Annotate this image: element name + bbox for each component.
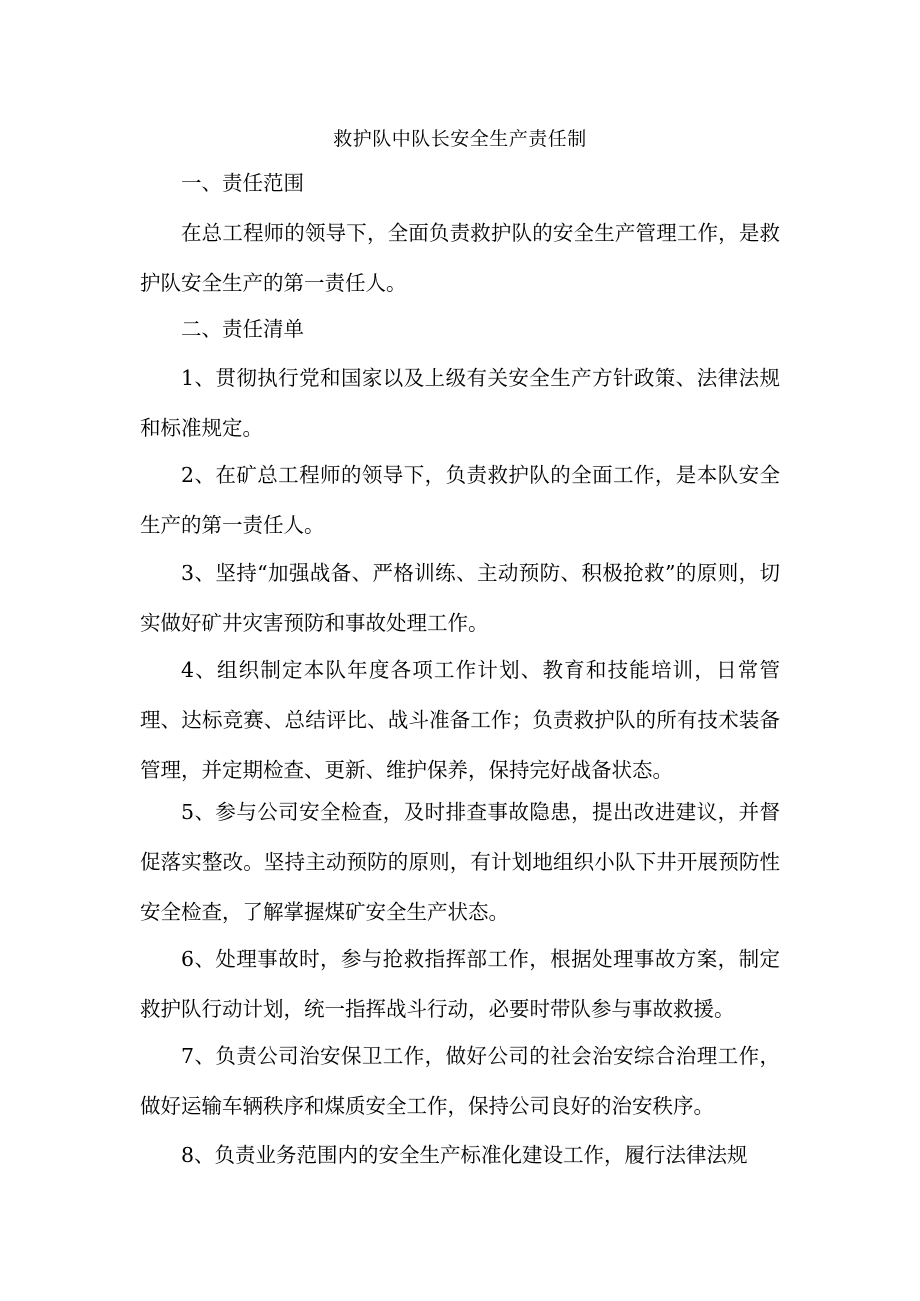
list-item-4: 4、组织制定本队年度各项工作计划、教育和技能培训，日常管理、达标竞赛、总结评比、战斗准备工作；负责救护队的所有技术装备管理，并定期检查、更新、维护保养，保持完好战备状态。 xyxy=(140,658,780,782)
list-item-3: 3、坚持“加强战备、严格训练、主动预防、积极抢救”的原则，切实做好矿井灾害预防和事故处理工作。 xyxy=(140,561,780,635)
list-item-8: 8、负责业务范围内的安全生产标准化建设工作，履行法律法规 xyxy=(181,1143,748,1167)
list-item-5: 5、参与公司安全检查，及时排查事故隐患，提出改进建议，并督促落实整改。坚持主动预防的原则，有计划地组织小队下井开展预防性安全检查，了解掌握煤矿安全生产状态。 xyxy=(140,800,780,924)
list-item-2: 2、在矿总工程师的领导下，负责救护队的全面工作，是本队安全生产的第一责任人。 xyxy=(140,463,780,537)
list-item-7: 7、负责公司治安保卫工作，做好公司的社会治安综合治理工作，做好运输车辆秩序和煤质安全工作，保持公司良好的治安秩序。 xyxy=(140,1044,780,1118)
section-heading-scope: 一、责任范围 xyxy=(181,171,304,195)
section-heading-list: 二、责任清单 xyxy=(181,317,304,341)
scope-paragraph: 在总工程师的领导下，全面负责救护队的安全生产管理工作，是救护队安全生产的第一责任人。 xyxy=(140,221,780,295)
document-title: 救护队中队长安全生产责任制 xyxy=(333,128,587,150)
list-item-1: 1、贯彻执行党和国家以及上级有关安全生产方针政策、法律法规和标准规定。 xyxy=(140,366,780,440)
list-item-6: 6、处理事故时，参与抢救指挥部工作，根据处理事故方案，制定救护队行动计划，统一指挥战斗行动，必要时带队参与事故救援。 xyxy=(140,947,780,1021)
